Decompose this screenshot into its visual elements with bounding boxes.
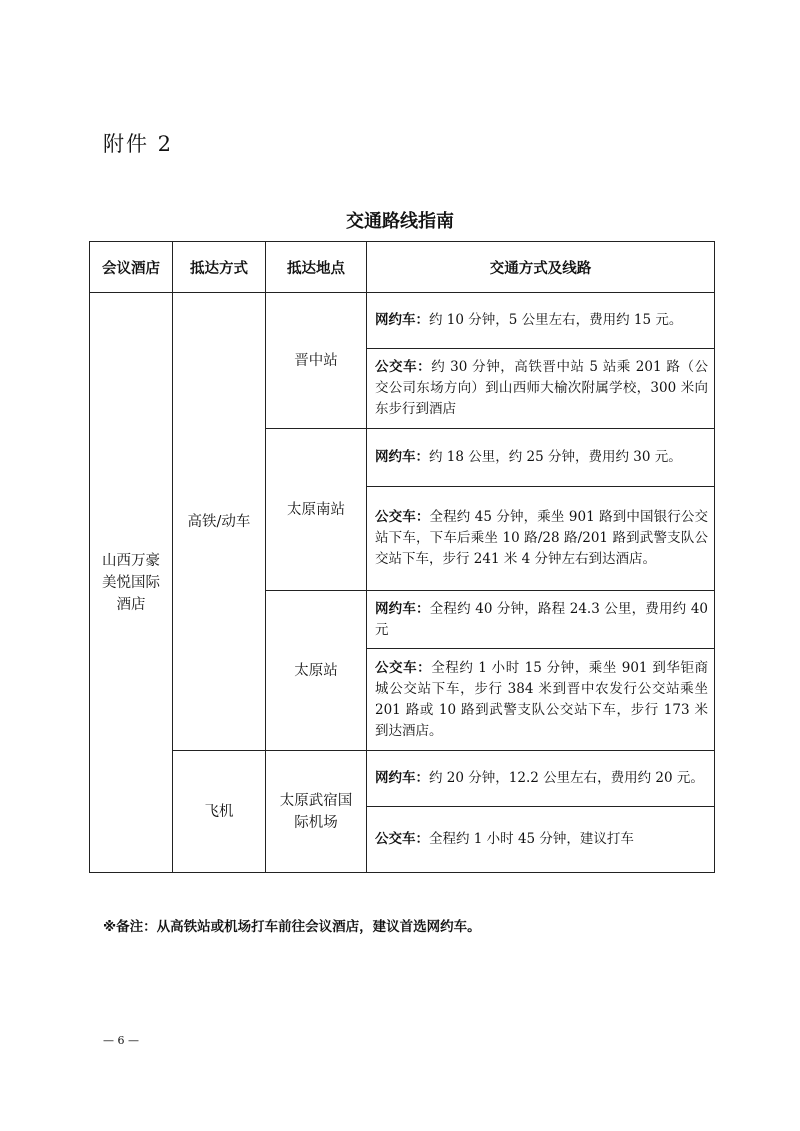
station-cell-taiyuan-south: 太原南站	[266, 429, 367, 591]
route-cell	[367, 293, 715, 349]
route-detail: 全程约 45 分钟，乘坐 901 路到中国银行公交站下车，下车后乘坐 10 路/28 路/201 路到武警支队公交站下车，步行 241 米 4 分钟左右到达酒店。	[375, 509, 708, 567]
route-mode-label: 公交车：	[375, 509, 430, 525]
route-detail: 全程约 1 小时 45 分钟，建议打车	[429, 831, 634, 847]
page-number: — 6 —	[103, 1034, 139, 1047]
station-cell-airport	[266, 751, 367, 873]
method-cell-train: 高铁/动车	[173, 293, 266, 751]
route-cell	[367, 751, 715, 807]
header-hotel: 会议酒店	[90, 242, 173, 293]
route-cell	[367, 591, 715, 649]
route-cell	[367, 349, 715, 429]
route-mode-label: 网约车：	[375, 770, 429, 786]
route-mode-label: 网约车：	[375, 600, 430, 617]
header-route: 交通方式及线路	[367, 242, 715, 293]
route-mode-label: 网约车：	[375, 312, 429, 328]
route-detail: 约 18 公里，约 25 分钟，费用约 30 元。	[429, 449, 682, 465]
hotel-name: 山西万豪美悦国际酒店	[102, 552, 160, 613]
footnote: ※备注：从高铁站或机场打车前往会议酒店，建议首选网约车。	[103, 919, 481, 935]
table-header-row	[90, 242, 715, 293]
route-detail: 全程约 1 小时 15 分钟，乘坐 901 到华钜商城公交站下车，步行 384 米到晋中农发行公交站乘坐 201 路或 10 路到武警支队公交站下车，步行 173 米到达酒店。	[375, 659, 708, 739]
route-cell	[367, 807, 715, 873]
route-cell	[367, 487, 715, 591]
route-cell	[367, 649, 715, 751]
route-mode-label: 公交车：	[375, 359, 432, 375]
table-row	[90, 751, 715, 807]
station-cell-taiyuan: 太原站	[266, 591, 367, 751]
station-cell-jinzhong: 晋中站	[266, 293, 367, 429]
transport-route-table	[89, 241, 715, 873]
route-mode-label: 公交车：	[375, 831, 429, 847]
route-cell	[367, 429, 715, 487]
header-arrival-method: 抵达方式	[173, 242, 266, 293]
route-detail: 约 10 分钟，5 公里左右，费用约 15 元。	[429, 312, 683, 328]
attachment-label: 附件 2	[103, 132, 174, 156]
route-detail: 约 30 分钟，高铁晋中站 5 站乘 201 路（公交公司东场方向）到山西师大榆次附属学校，300 米向东步行到酒店	[375, 359, 708, 417]
route-mode-label: 网约车：	[375, 449, 429, 465]
route-detail: 全程约 40 分钟，路程 24.3 公里，费用约 40 元	[375, 600, 708, 638]
method-cell-plane: 飞机	[173, 751, 266, 873]
route-detail: 约 20 分钟，12.2 公里左右，费用约 20 元。	[429, 770, 704, 786]
table-row	[90, 293, 715, 349]
airport-name: 太原武宿国际机场	[279, 792, 353, 831]
hotel-cell	[90, 293, 173, 873]
route-mode-label: 公交车：	[375, 659, 432, 676]
header-arrival-place: 抵达地点	[266, 242, 367, 293]
document-title: 交通路线指南	[346, 211, 454, 232]
